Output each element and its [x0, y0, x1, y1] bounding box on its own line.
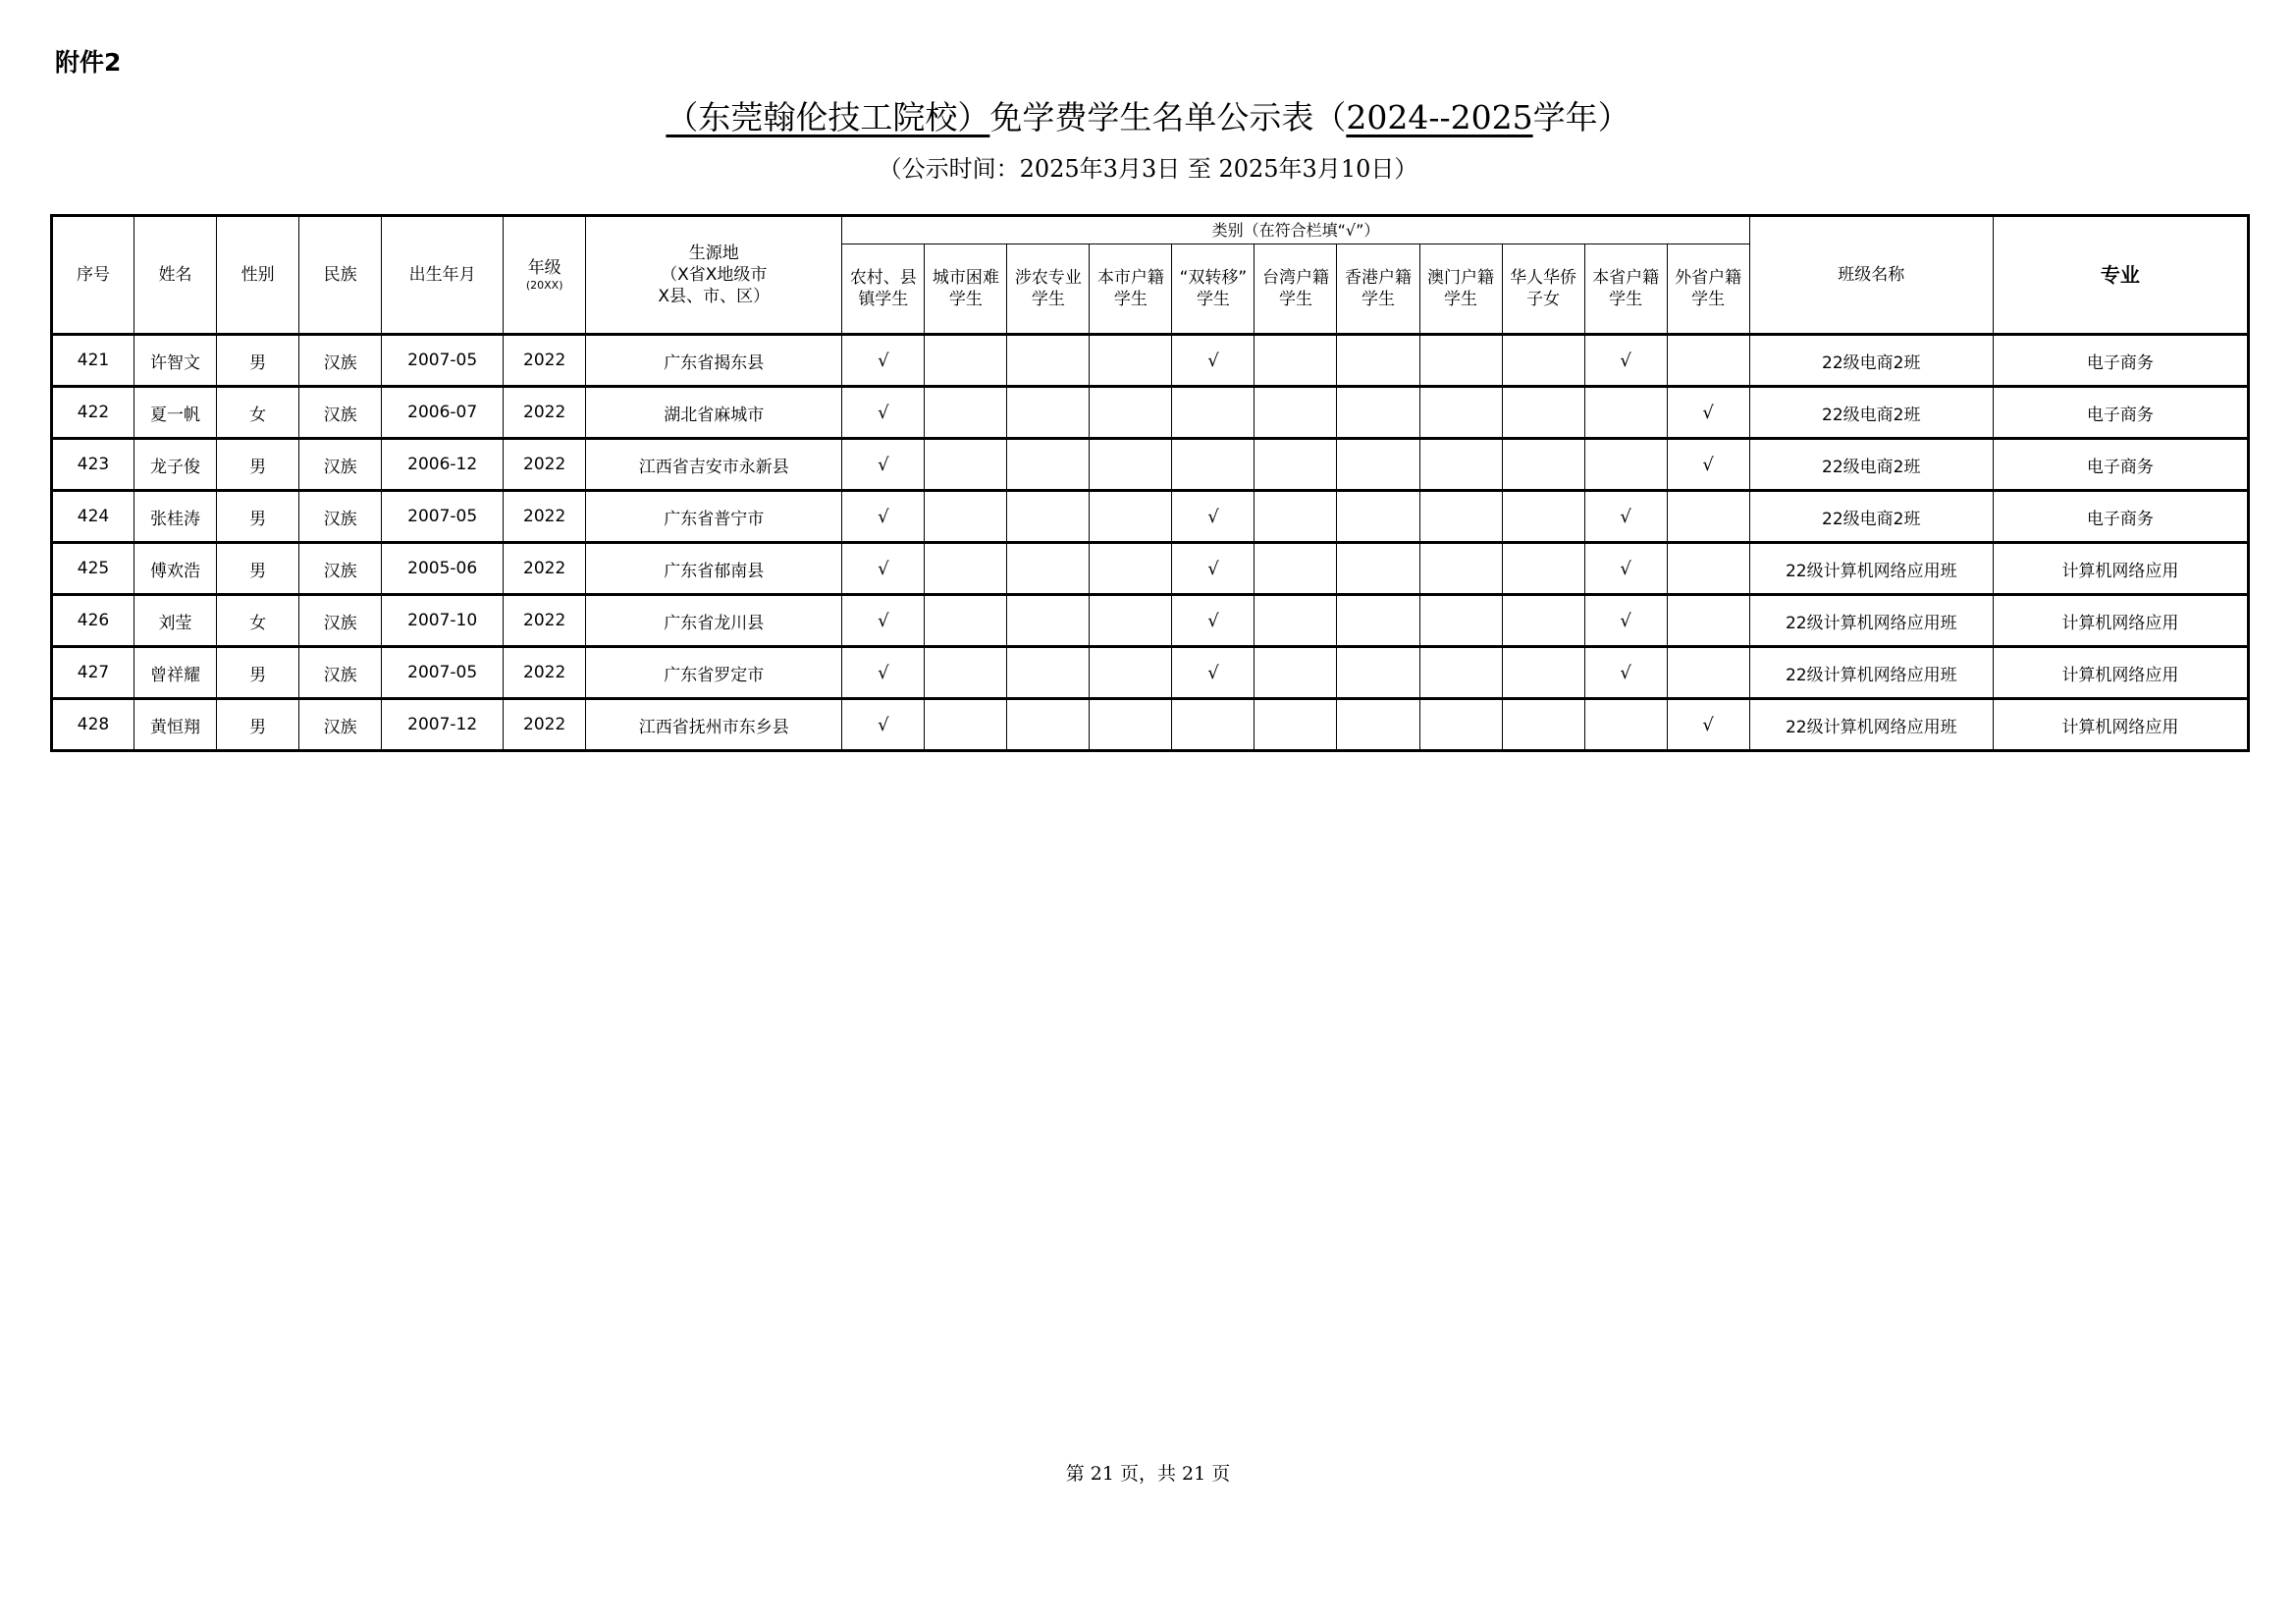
- check-mark-icon: √: [878, 350, 889, 371]
- category-check-cell: [1419, 335, 1502, 387]
- origin-cell: 广东省揭东县: [586, 335, 842, 387]
- birth-cell: 2007-05: [382, 647, 504, 699]
- origin-cell: 广东省龙川县: [586, 595, 842, 647]
- major-cell: 电子商务: [1993, 439, 2248, 491]
- seq-cell: 426: [52, 595, 134, 647]
- category-check-cell: [1007, 699, 1090, 751]
- category-header: [1172, 244, 1255, 335]
- category-header-line2: 学生: [1691, 290, 1726, 309]
- header-name: 姓名: [134, 216, 217, 335]
- class-name-cell: 22级计算机网络应用班: [1749, 647, 1993, 699]
- table-row: [52, 595, 2249, 647]
- category-check-cell: [1502, 439, 1584, 491]
- category-header-line2: 学生: [1113, 290, 1148, 309]
- category-header: [1667, 244, 1749, 335]
- category-header-line2: 学生: [1278, 290, 1312, 309]
- gender-cell: 男: [217, 439, 299, 491]
- category-header: [1255, 244, 1337, 335]
- table-row: [52, 439, 2249, 491]
- category-check-cell: [1090, 543, 1172, 595]
- category-check-cell: [1337, 439, 1419, 491]
- table-row: [52, 699, 2249, 751]
- category-check-cell: [842, 439, 925, 491]
- category-check-cell: [1172, 387, 1255, 439]
- category-check-cell: [1090, 647, 1172, 699]
- category-check-cell: [1090, 699, 1172, 751]
- header-origin-line3: X县、市、区）: [658, 287, 771, 306]
- ethnicity-cell: 汉族: [299, 647, 382, 699]
- gender-cell: 男: [217, 491, 299, 543]
- major-cell: 计算机网络应用: [1993, 699, 2248, 751]
- category-check-cell: [925, 335, 1007, 387]
- category-header: [1337, 244, 1419, 335]
- title-main: 免学费学生名单公示表（: [989, 98, 1347, 136]
- check-mark-icon: √: [1207, 350, 1219, 371]
- header-grade-note: (20XX): [525, 279, 563, 292]
- category-header-line2: 子女: [1526, 290, 1561, 309]
- header-class-name: 班级名称: [1749, 216, 1993, 335]
- category-check-cell: [1667, 335, 1749, 387]
- name-cell: 黄恒翔: [134, 699, 217, 751]
- category-check-cell: [842, 335, 925, 387]
- gender-cell: 男: [217, 699, 299, 751]
- check-mark-icon: √: [1702, 402, 1714, 423]
- origin-cell: 江西省抚州市东乡县: [586, 699, 842, 751]
- category-check-cell: [1007, 439, 1090, 491]
- gender-cell: 男: [217, 647, 299, 699]
- category-check-cell: [842, 595, 925, 647]
- category-check-cell: [1172, 699, 1255, 751]
- grade-cell: 2022: [504, 387, 586, 439]
- category-check-cell: [1584, 543, 1667, 595]
- category-check-cell: [1419, 699, 1502, 751]
- page-title: [0, 92, 2296, 138]
- category-check-cell: [1667, 647, 1749, 699]
- ethnicity-cell: 汉族: [299, 387, 382, 439]
- category-check-cell: [1337, 699, 1419, 751]
- name-cell: 夏一帆: [134, 387, 217, 439]
- category-check-cell: [1172, 335, 1255, 387]
- gender-cell: 男: [217, 543, 299, 595]
- header-major: 专业: [1993, 216, 2248, 335]
- ethnicity-cell: 汉族: [299, 543, 382, 595]
- category-header: [1090, 244, 1172, 335]
- name-cell: 傅欢浩: [134, 543, 217, 595]
- table-header: [52, 216, 2249, 335]
- origin-cell: 广东省普宁市: [586, 491, 842, 543]
- category-header-line2: 学生: [1362, 290, 1395, 309]
- header-origin: [586, 216, 842, 335]
- category-check-cell: [1172, 647, 1255, 699]
- category-check-cell: [1502, 491, 1584, 543]
- seq-cell: 421: [52, 335, 134, 387]
- name-cell: 龙子俊: [134, 439, 217, 491]
- category-check-cell: [1255, 335, 1337, 387]
- category-check-cell: [1090, 335, 1172, 387]
- check-mark-icon: √: [1702, 454, 1714, 475]
- birth-cell: 2007-10: [382, 595, 504, 647]
- student-list-table: [50, 214, 2250, 752]
- category-check-cell: [1337, 595, 1419, 647]
- category-check-cell: [1584, 699, 1667, 751]
- table-row: [52, 387, 2249, 439]
- check-mark-icon: √: [878, 662, 889, 683]
- category-header-line1: 台湾户籍: [1261, 268, 1329, 288]
- category-check-cell: [1502, 647, 1584, 699]
- category-header: [842, 244, 925, 335]
- category-check-cell: [1007, 595, 1090, 647]
- category-check-cell: [1584, 647, 1667, 699]
- category-header-line2: 镇学生: [858, 290, 909, 309]
- check-mark-icon: √: [1207, 610, 1219, 631]
- gender-cell: 女: [217, 387, 299, 439]
- check-mark-icon: √: [878, 506, 889, 527]
- category-check-cell: [1172, 595, 1255, 647]
- category-header: [1584, 244, 1667, 335]
- category-check-cell: [925, 491, 1007, 543]
- category-check-cell: [842, 699, 925, 751]
- check-mark-icon: √: [1620, 610, 1631, 631]
- category-check-cell: [1172, 491, 1255, 543]
- category-check-cell: [1007, 491, 1090, 543]
- header-grade-label: 年级: [527, 258, 561, 278]
- table-row: [52, 335, 2249, 387]
- category-header-line2: 学生: [1031, 290, 1065, 309]
- name-cell: 刘莹: [134, 595, 217, 647]
- class-name-cell: 22级电商2班: [1749, 335, 1993, 387]
- category-check-cell: [1667, 595, 1749, 647]
- category-check-cell: [1419, 387, 1502, 439]
- birth-cell: 2007-05: [382, 491, 504, 543]
- category-check-cell: [1255, 647, 1337, 699]
- seq-cell: 424: [52, 491, 134, 543]
- category-check-cell: [1502, 595, 1584, 647]
- category-check-cell: [925, 439, 1007, 491]
- title-suffix: 学年）: [1532, 98, 1630, 136]
- category-check-cell: [925, 699, 1007, 751]
- table-row: [52, 491, 2249, 543]
- category-header-line1: 华人华侨: [1510, 268, 1577, 288]
- category-header: [925, 244, 1007, 335]
- category-check-cell: [1337, 335, 1419, 387]
- category-check-cell: [1667, 387, 1749, 439]
- category-header-line1: 城市困难: [932, 268, 999, 288]
- category-check-cell: [842, 491, 925, 543]
- header-gender: 性别: [217, 216, 299, 335]
- category-check-cell: [1007, 543, 1090, 595]
- ethnicity-cell: 汉族: [299, 439, 382, 491]
- category-check-cell: [1419, 595, 1502, 647]
- category-check-cell: [1007, 647, 1090, 699]
- category-header-line2: 学生: [948, 290, 983, 309]
- category-check-cell: [1090, 595, 1172, 647]
- category-header-line1: 香港户籍: [1345, 268, 1412, 288]
- ethnicity-cell: 汉族: [299, 335, 382, 387]
- check-mark-icon: √: [878, 610, 889, 631]
- grade-cell: 2022: [504, 543, 586, 595]
- category-header-line1: 外省户籍: [1675, 268, 1742, 288]
- category-check-cell: [1502, 335, 1584, 387]
- category-check-cell: [1584, 387, 1667, 439]
- origin-cell: 江西省吉安市永新县: [586, 439, 842, 491]
- check-mark-icon: √: [1207, 506, 1219, 527]
- name-cell: 许智文: [134, 335, 217, 387]
- category-check-cell: [1667, 439, 1749, 491]
- attachment-label: 附件2: [55, 48, 122, 77]
- major-cell: 计算机网络应用: [1993, 595, 2248, 647]
- category-check-cell: [1172, 543, 1255, 595]
- origin-cell: 广东省罗定市: [586, 647, 842, 699]
- check-mark-icon: √: [878, 454, 889, 475]
- seq-cell: 423: [52, 439, 134, 491]
- table-body: [52, 335, 2249, 751]
- category-check-cell: [842, 387, 925, 439]
- header-seq: 序号: [52, 216, 134, 335]
- category-check-cell: [1337, 387, 1419, 439]
- seq-cell: 422: [52, 387, 134, 439]
- category-check-cell: [842, 647, 925, 699]
- category-check-cell: [1584, 439, 1667, 491]
- category-check-cell: [842, 543, 925, 595]
- category-check-cell: [1337, 543, 1419, 595]
- ethnicity-cell: 汉族: [299, 699, 382, 751]
- category-check-cell: [1419, 647, 1502, 699]
- check-mark-icon: √: [1620, 662, 1631, 683]
- category-header: [1502, 244, 1584, 335]
- header-grade: [504, 216, 586, 335]
- header-ethnicity: 民族: [299, 216, 382, 335]
- category-header: [1419, 244, 1502, 335]
- category-header-line1: 本省户籍: [1592, 268, 1660, 288]
- category-check-cell: [1090, 439, 1172, 491]
- header-origin-line1: 生源地: [688, 244, 739, 263]
- category-check-cell: [1502, 387, 1584, 439]
- category-check-cell: [1337, 647, 1419, 699]
- category-check-cell: [1667, 543, 1749, 595]
- birth-cell: 2005-06: [382, 543, 504, 595]
- category-check-cell: [1090, 491, 1172, 543]
- category-check-cell: [1419, 439, 1502, 491]
- check-mark-icon: √: [1620, 506, 1631, 527]
- seq-cell: 428: [52, 699, 134, 751]
- grade-cell: 2022: [504, 647, 586, 699]
- birth-cell: 2007-12: [382, 699, 504, 751]
- category-header-line2: 学生: [1444, 290, 1478, 309]
- header-birth: 出生年月: [382, 216, 504, 335]
- check-mark-icon: √: [878, 558, 889, 579]
- grade-cell: 2022: [504, 699, 586, 751]
- category-header-line2: 学生: [1196, 290, 1230, 309]
- category-check-cell: [1255, 491, 1337, 543]
- publicity-period: （公示时间：2025年3月3日 至 2025年3月10日）: [878, 155, 1418, 183]
- title-school-name: （东莞翰伦技工院校）: [666, 98, 990, 136]
- check-mark-icon: √: [1620, 350, 1631, 371]
- category-header-line1: 澳门户籍: [1427, 268, 1495, 288]
- category-check-cell: [925, 543, 1007, 595]
- category-header-line2: 学生: [1609, 290, 1643, 309]
- category-header-line1: 本市户籍: [1096, 268, 1164, 288]
- category-check-cell: [925, 595, 1007, 647]
- gender-cell: 女: [217, 595, 299, 647]
- page-footer: 第 21 页，共 21 页: [1065, 1463, 1231, 1485]
- ethnicity-cell: 汉族: [299, 595, 382, 647]
- class-name-cell: 22级电商2班: [1749, 439, 1993, 491]
- category-check-cell: [1419, 543, 1502, 595]
- category-header-line1: 涉农专业: [1014, 268, 1082, 288]
- check-mark-icon: √: [1207, 662, 1219, 683]
- title-school-year: 2024--2025: [1346, 98, 1533, 136]
- major-cell: 电子商务: [1993, 387, 2248, 439]
- major-cell: 计算机网络应用: [1993, 647, 2248, 699]
- major-cell: 电子商务: [1993, 335, 2248, 387]
- category-check-cell: [1337, 491, 1419, 543]
- class-name-cell: 22级计算机网络应用班: [1749, 543, 1993, 595]
- birth-cell: 2006-07: [382, 387, 504, 439]
- category-check-cell: [925, 647, 1007, 699]
- table-row: [52, 543, 2249, 595]
- grade-cell: 2022: [504, 335, 586, 387]
- header-category-group: 类别（在符合栏填“√”）: [842, 216, 1749, 244]
- category-check-cell: [1007, 335, 1090, 387]
- check-mark-icon: √: [1620, 558, 1631, 579]
- origin-cell: 广东省郁南县: [586, 543, 842, 595]
- table-row: [52, 647, 2249, 699]
- seq-cell: 427: [52, 647, 134, 699]
- check-mark-icon: √: [878, 402, 889, 423]
- category-check-cell: [1172, 439, 1255, 491]
- category-check-cell: [1255, 439, 1337, 491]
- major-cell: 电子商务: [1993, 491, 2248, 543]
- major-cell: 计算机网络应用: [1993, 543, 2248, 595]
- check-mark-icon: √: [878, 714, 889, 735]
- ethnicity-cell: 汉族: [299, 491, 382, 543]
- check-mark-icon: √: [1702, 714, 1714, 735]
- birth-cell: 2006-12: [382, 439, 504, 491]
- category-header: [1007, 244, 1090, 335]
- seq-cell: 425: [52, 543, 134, 595]
- category-check-cell: [925, 387, 1007, 439]
- header-origin-line2: （X省X地级市: [661, 265, 768, 285]
- category-check-cell: [1667, 699, 1749, 751]
- category-check-cell: [1584, 491, 1667, 543]
- category-check-cell: [1419, 491, 1502, 543]
- grade-cell: 2022: [504, 439, 586, 491]
- category-check-cell: [1584, 595, 1667, 647]
- class-name-cell: 22级电商2班: [1749, 491, 1993, 543]
- birth-cell: 2007-05: [382, 335, 504, 387]
- category-check-cell: [1667, 491, 1749, 543]
- category-check-cell: [1255, 543, 1337, 595]
- class-name-cell: 22级计算机网络应用班: [1749, 699, 1993, 751]
- class-name-cell: 22级电商2班: [1749, 387, 1993, 439]
- category-check-cell: [1255, 595, 1337, 647]
- grade-cell: 2022: [504, 491, 586, 543]
- gender-cell: 男: [217, 335, 299, 387]
- category-check-cell: [1007, 387, 1090, 439]
- category-header-line1: 农村、县: [849, 268, 917, 288]
- origin-cell: 湖北省麻城市: [586, 387, 842, 439]
- name-cell: 曾祥耀: [134, 647, 217, 699]
- category-check-cell: [1502, 699, 1584, 751]
- category-header-line1: “双转移”: [1179, 268, 1248, 288]
- name-cell: 张桂涛: [134, 491, 217, 543]
- check-mark-icon: √: [1207, 558, 1219, 579]
- category-check-cell: [1090, 387, 1172, 439]
- class-name-cell: 22级计算机网络应用班: [1749, 595, 1993, 647]
- category-check-cell: [1255, 699, 1337, 751]
- category-check-cell: [1502, 543, 1584, 595]
- category-check-cell: [1255, 387, 1337, 439]
- grade-cell: 2022: [504, 595, 586, 647]
- category-check-cell: [1584, 335, 1667, 387]
